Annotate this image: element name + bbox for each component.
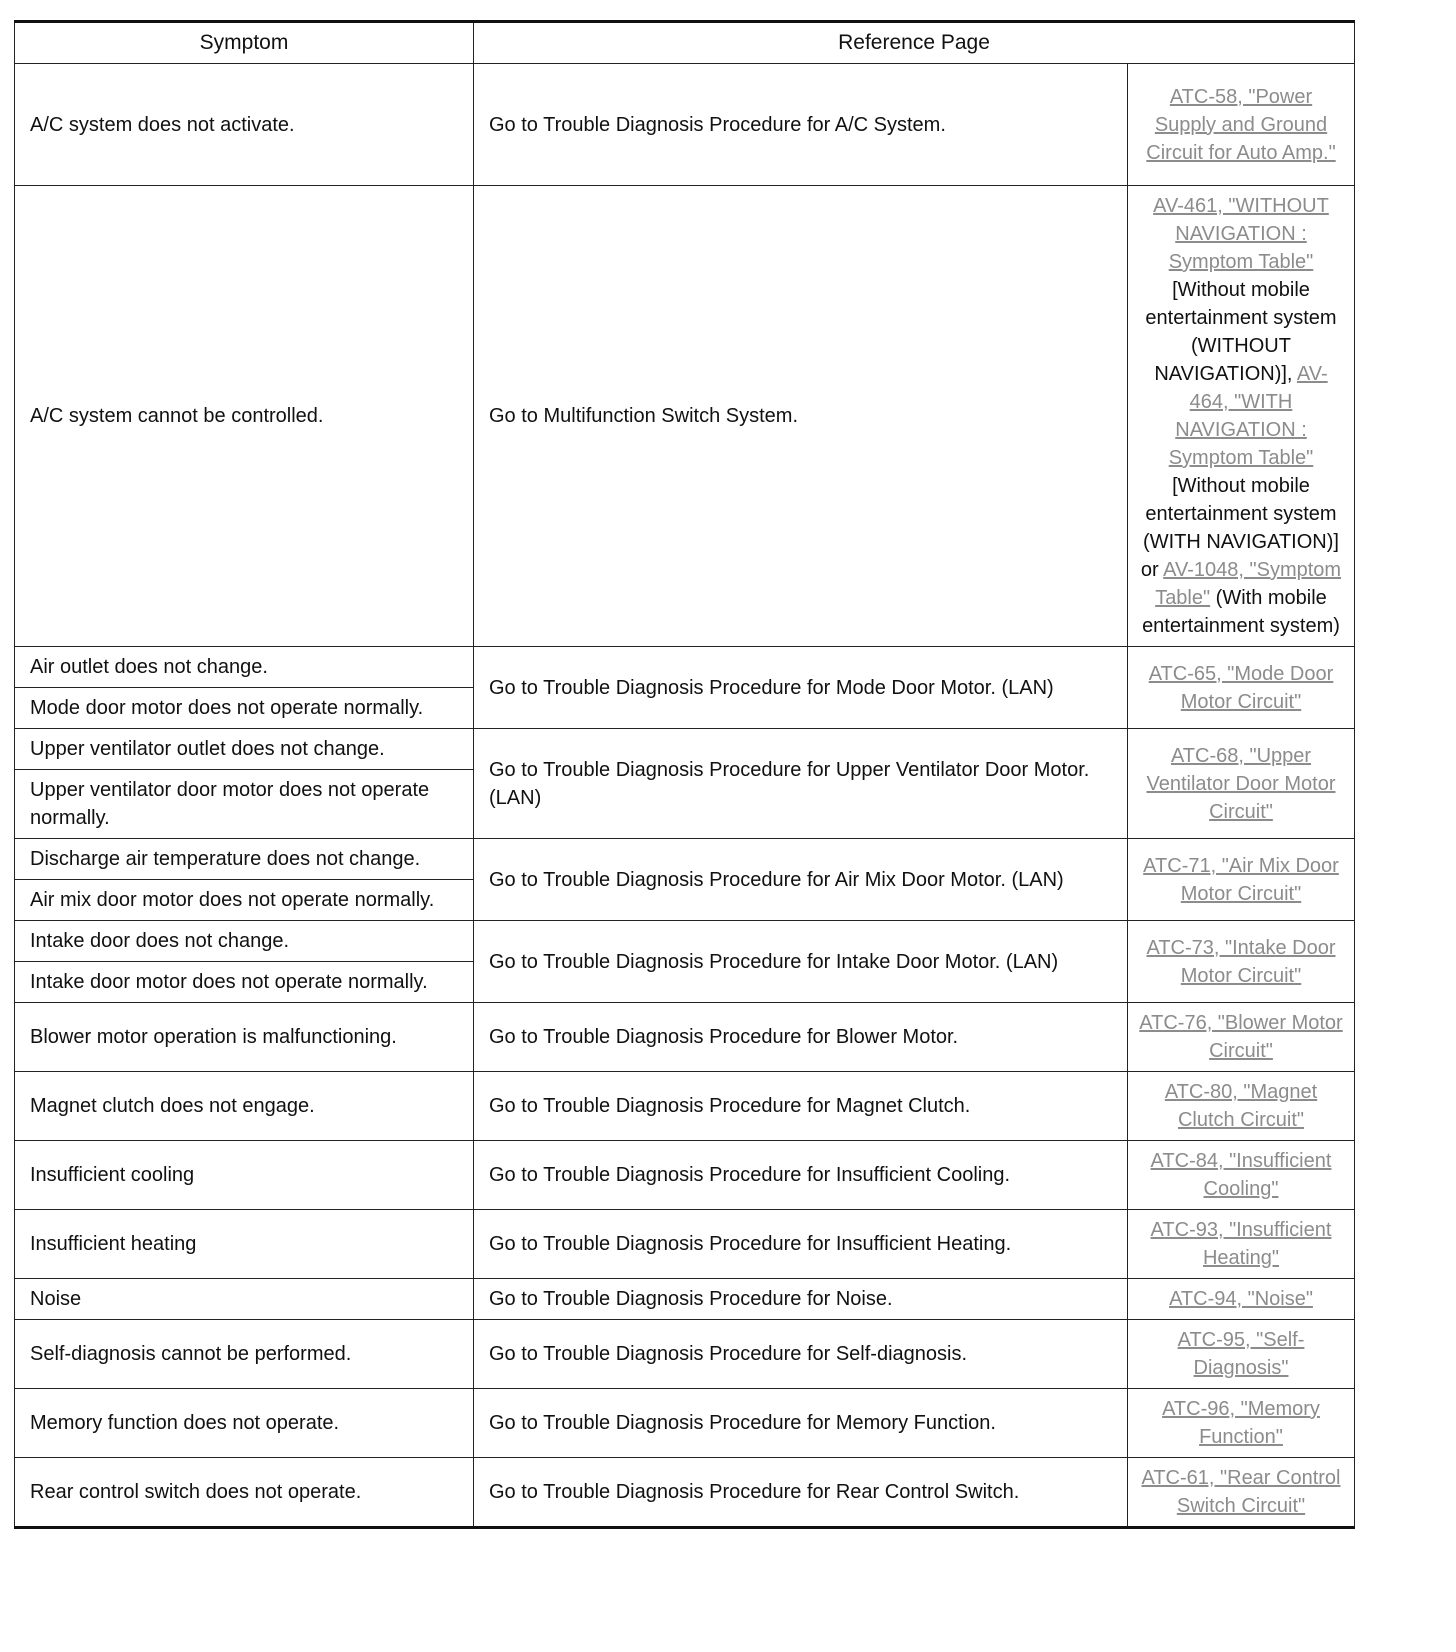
reference-link[interactable]: ATC-95, "Self-Diagnosis": [1177, 1329, 1305, 1379]
reference-link[interactable]: ATC-68, "Upper Ventilator Door Motor Circuit": [1146, 744, 1336, 823]
table-row: [15, 64, 1355, 186]
symptom-cell: Mode door motor does not operate normally.: [15, 688, 474, 729]
reference-link[interactable]: ATC-61, "Rear Control Switch Circuit": [1141, 1467, 1341, 1517]
procedure-cell: Go to Trouble Diagnosis Procedure for A/C System.: [474, 64, 1128, 186]
table-row: [15, 1003, 1355, 1072]
symptom-table: [14, 20, 1355, 1529]
symptom-cell: A/C system cannot be controlled.: [15, 186, 474, 647]
procedure-cell: Go to Trouble Diagnosis Procedure for Memory Function.: [474, 1389, 1128, 1458]
table-row: [15, 1279, 1355, 1320]
reference-link[interactable]: AV-461, "WITHOUT NAVIGATION : Symptom Table": [1153, 195, 1329, 273]
reference-cell: [1128, 1458, 1355, 1528]
reference-link[interactable]: AV-464, "WITH NAVIGATION : Symptom Table": [1168, 363, 1328, 469]
reference-cell: [1128, 1210, 1355, 1279]
reference-cell: [1128, 1072, 1355, 1141]
table-body: [15, 64, 1355, 1528]
table-row: [15, 729, 1355, 770]
reference-link[interactable]: ATC-65, "Mode Door Motor Circuit": [1148, 662, 1334, 713]
symptom-cell: Upper ventilator outlet does not change.: [15, 729, 474, 770]
symptom-cell: Magnet clutch does not engage.: [15, 1072, 474, 1141]
symptom-cell: Air outlet does not change.: [15, 647, 474, 688]
reference-cell: [1128, 186, 1355, 647]
symptom-cell: Insufficient cooling: [15, 1141, 474, 1210]
reference-link[interactable]: ATC-93, "Insufficient Heating": [1150, 1219, 1332, 1269]
symptom-column-header: Symptom: [15, 22, 474, 64]
table-row: [15, 921, 1355, 962]
reference-link[interactable]: ATC-94, "Noise": [1169, 1288, 1313, 1310]
symptom-cell: Noise: [15, 1279, 474, 1320]
table-row: [15, 1458, 1355, 1528]
table-row: [15, 647, 1355, 688]
symptom-cell: Discharge air temperature does not change.: [15, 839, 474, 880]
table-row: [15, 186, 1355, 647]
reference-note: [Without mobile entertainment system (WITHOUT NAVIGATION)],: [1145, 279, 1337, 385]
reference-cell: [1128, 1389, 1355, 1458]
reference-cell: [1128, 921, 1355, 1003]
symptom-table-page: [14, 20, 1355, 1529]
reference-link[interactable]: ATC-58, "Power Supply and Ground Circuit for Auto Amp.": [1146, 85, 1336, 164]
reference-link[interactable]: ATC-73, "Intake Door Motor Circuit": [1146, 936, 1336, 987]
procedure-cell: Go to Trouble Diagnosis Procedure for Magnet Clutch.: [474, 1072, 1128, 1141]
table-row: [15, 1389, 1355, 1458]
reference-cell: [1128, 1279, 1355, 1320]
procedure-cell: Go to Trouble Diagnosis Procedure for Insufficient Heating.: [474, 1210, 1128, 1279]
reference-link[interactable]: ATC-96, "Memory Function": [1162, 1398, 1320, 1448]
symptom-cell: Intake door motor does not operate normally.: [15, 962, 474, 1003]
symptom-cell: Self-diagnosis cannot be performed.: [15, 1320, 474, 1389]
reference-cell: [1128, 839, 1355, 921]
symptom-cell: Rear control switch does not operate.: [15, 1458, 474, 1528]
table-row: [15, 1210, 1355, 1279]
reference-link[interactable]: ATC-84, "Insufficient Cooling": [1150, 1150, 1332, 1200]
table-row: [15, 1072, 1355, 1141]
procedure-cell: Go to Trouble Diagnosis Procedure for Noise.: [474, 1279, 1128, 1320]
symptom-cell: Insufficient heating: [15, 1210, 474, 1279]
symptom-cell: Upper ventilator door motor does not operate normally.: [15, 770, 474, 839]
symptom-cell: A/C system does not activate.: [15, 64, 474, 186]
procedure-cell: Go to Trouble Diagnosis Procedure for Insufficient Cooling.: [474, 1141, 1128, 1210]
procedure-cell: Go to Trouble Diagnosis Procedure for Mode Door Motor. (LAN): [474, 647, 1128, 729]
procedure-cell: Go to Trouble Diagnosis Procedure for Air Mix Door Motor. (LAN): [474, 839, 1128, 921]
reference-note: (With mobile entertainment system): [1142, 587, 1340, 637]
reference-cell: [1128, 64, 1355, 186]
reference-link[interactable]: ATC-71, "Air Mix Door Motor Circuit": [1143, 854, 1339, 905]
reference-note: [Without mobile entertainment system (WITH NAVIGATION)] or: [1140, 475, 1339, 581]
reference-cell: [1128, 1320, 1355, 1389]
reference-link[interactable]: AV-1048, "Symptom Table": [1155, 559, 1342, 609]
reference-link[interactable]: ATC-80, "Magnet Clutch Circuit": [1164, 1081, 1318, 1131]
reference-cell: [1128, 647, 1355, 729]
table-header-row: [15, 22, 1355, 64]
table-row: [15, 1320, 1355, 1389]
procedure-cell: Go to Trouble Diagnosis Procedure for Rear Control Switch.: [474, 1458, 1128, 1528]
procedure-cell: Go to Trouble Diagnosis Procedure for Intake Door Motor. (LAN): [474, 921, 1128, 1003]
reference-link[interactable]: ATC-76, "Blower Motor Circuit": [1139, 1012, 1343, 1062]
symptom-cell: Blower motor operation is malfunctioning.: [15, 1003, 474, 1072]
procedure-cell: Go to Trouble Diagnosis Procedure for Upper Ventilator Door Motor. (LAN): [474, 729, 1128, 839]
symptom-cell: Intake door does not change.: [15, 921, 474, 962]
symptom-cell: Memory function does not operate.: [15, 1389, 474, 1458]
procedure-cell: Go to Trouble Diagnosis Procedure for Blower Motor.: [474, 1003, 1128, 1072]
table-row: [15, 1141, 1355, 1210]
procedure-cell: Go to Multifunction Switch System.: [474, 186, 1128, 647]
procedure-cell: Go to Trouble Diagnosis Procedure for Self-diagnosis.: [474, 1320, 1128, 1389]
table-row: [15, 839, 1355, 880]
reference-cell: [1128, 729, 1355, 839]
reference-column-header: Reference Page: [474, 22, 1355, 64]
reference-cell: [1128, 1003, 1355, 1072]
symptom-cell: Air mix door motor does not operate normally.: [15, 880, 474, 921]
reference-cell: [1128, 1141, 1355, 1210]
